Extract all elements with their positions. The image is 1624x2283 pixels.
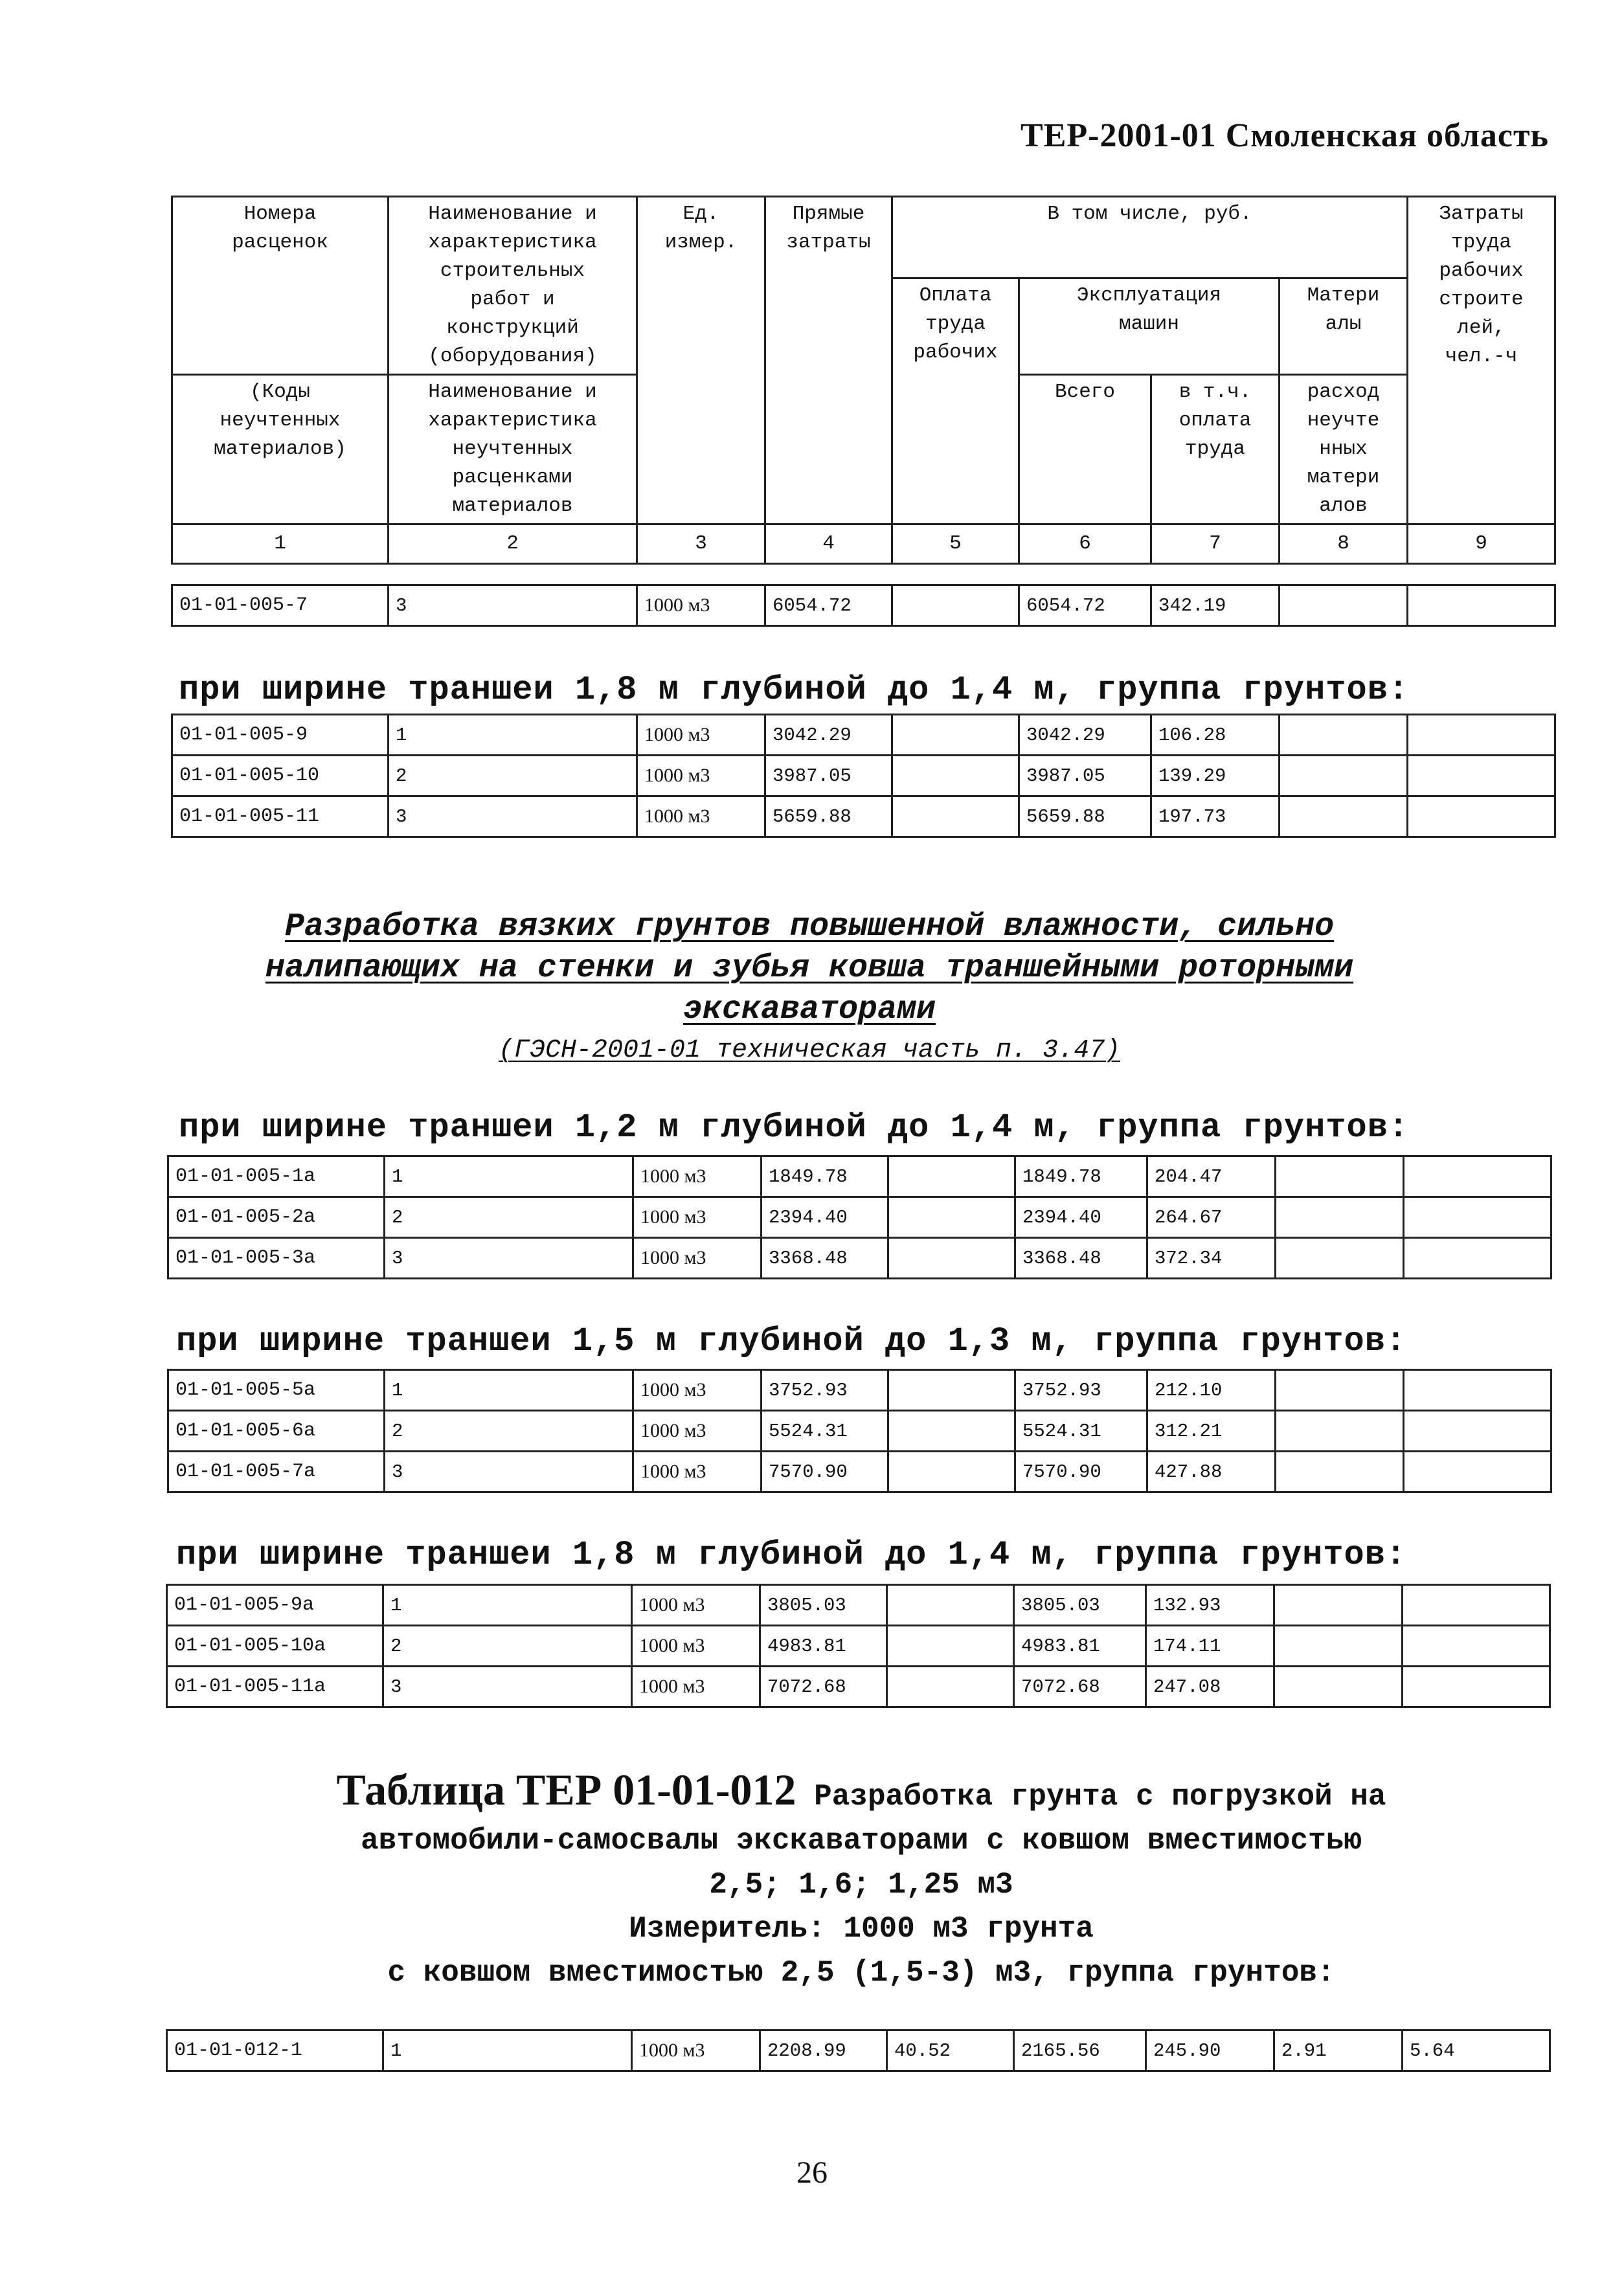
header-material-names: Наименование и характеристика неучтенных расценками материалов [389, 375, 637, 524]
cell-machine-labor: 106.28 [1151, 715, 1280, 756]
cell-unit: 1000 м3 [632, 1585, 760, 1626]
section-reference-text: (ГЭСН-2001-01 техническая часть п. 3.47) [498, 1036, 1121, 1065]
table-row [172, 756, 1555, 796]
table-012-title-line-3: 2,5; 1,6; 1,25 м3 [709, 1868, 1013, 1902]
cell-unit: 1000 м3 [632, 1667, 760, 1707]
cell-unit: 1000 м3 [637, 585, 765, 626]
cell-machine: 7570.90 [1015, 1452, 1147, 1492]
cell-unit: 1000 м3 [637, 796, 765, 837]
cell-labor [892, 715, 1019, 756]
cell-machine: 3042.29 [1019, 715, 1151, 756]
group-label-3: при ширине траншеи 1,5 м глубиной до 1,3 м, группа грунтов: [176, 1322, 1407, 1360]
rates-table-3 [167, 1155, 1552, 1279]
cell-code: 01-01-005-3а [168, 1238, 385, 1279]
cell-machine-labor: 204.47 [1147, 1156, 1276, 1197]
table-row [168, 1370, 1551, 1411]
cell-machine-labor: 132.93 [1146, 1585, 1274, 1626]
header-labor-hours: Затраты труда рабочих строите лей, чел.-ч [1408, 197, 1555, 524]
cell-hours [1408, 796, 1555, 837]
cell-unit: 1000 м3 [633, 1197, 761, 1238]
cell-hours [1403, 1626, 1550, 1667]
cell-direct: 3805.03 [760, 1585, 887, 1626]
cell-unit: 1000 м3 [633, 1156, 761, 1197]
cell-direct: 3042.29 [765, 715, 892, 756]
table-row [167, 2030, 1550, 2071]
cell-machine-labor: 247.08 [1146, 1667, 1274, 1707]
cell-machine: 1849.78 [1015, 1156, 1147, 1197]
cell-machine: 4983.81 [1014, 1626, 1146, 1667]
cell-name: 2 [383, 1626, 632, 1667]
cell-code: 01-01-005-7а [168, 1452, 385, 1492]
cell-name: 3 [383, 1667, 632, 1707]
cell-labor: 40.52 [887, 2030, 1014, 2071]
cell-code: 01-01-005-2а [168, 1197, 385, 1238]
cell-labor [888, 1411, 1015, 1452]
table-012-title-prefix: Таблица ТЕР 01-01-012 [336, 1765, 796, 1814]
cell-hours [1404, 1197, 1551, 1238]
cell-machine-labor: 197.73 [1151, 796, 1280, 837]
cell-machine-labor: 312.21 [1147, 1411, 1276, 1452]
column-number: 4 [765, 524, 892, 564]
header-materials: Матери алы [1280, 278, 1408, 375]
cell-labor [888, 1238, 1015, 1279]
group-label-4: при ширине траншеи 1,8 м глубиной до 1,4 м, группа грунтов: [176, 1536, 1407, 1574]
table-row [168, 1238, 1551, 1279]
table-row [168, 1411, 1551, 1452]
cell-machine: 6054.72 [1019, 585, 1151, 626]
cell-hours [1408, 715, 1555, 756]
cell-name: 1 [385, 1156, 633, 1197]
column-number: 5 [892, 524, 1019, 564]
cell-labor [887, 1585, 1014, 1626]
cell-materials: 2.91 [1274, 2030, 1403, 2071]
header-unit: Ед. измер. [637, 197, 765, 524]
cell-machine: 7072.68 [1014, 1667, 1146, 1707]
cell-name: 1 [383, 2030, 632, 2071]
cell-unit: 1000 м3 [633, 1370, 761, 1411]
cell-machine-labor: 427.88 [1147, 1452, 1276, 1492]
cell-materials [1280, 715, 1408, 756]
cell-materials [1276, 1156, 1404, 1197]
header-rate-numbers: Номера расценок [172, 197, 389, 375]
cell-direct: 2208.99 [760, 2030, 887, 2071]
table-012-group-label: с ковшом вместимостью 2,5 (1,5-3) м3, группа грунтов: [387, 1956, 1335, 1990]
cell-machine: 3368.48 [1015, 1238, 1147, 1279]
cell-machine: 2165.56 [1014, 2030, 1146, 2071]
cell-materials [1274, 1585, 1403, 1626]
cell-materials [1276, 1452, 1404, 1492]
table-row [167, 1585, 1550, 1626]
cell-machine-labor: 139.29 [1151, 756, 1280, 796]
cell-labor [887, 1667, 1014, 1707]
cell-code: 01-01-005-11 [172, 796, 389, 837]
header-machine-total: Всего [1019, 375, 1151, 524]
cell-materials [1276, 1370, 1404, 1411]
cell-labor [888, 1452, 1015, 1492]
cell-direct: 1849.78 [761, 1156, 888, 1197]
cell-materials [1280, 796, 1408, 837]
cell-machine-labor: 245.90 [1146, 2030, 1274, 2071]
table-012-title-line-2: автомобили-самосвалы экскаваторами с ковшом вместимостью [361, 1824, 1362, 1858]
section-title-line-1: Разработка вязких грунтов повышенной влажности, сильно [284, 908, 1335, 945]
cell-hours [1404, 1238, 1551, 1279]
cell-hours [1408, 756, 1555, 796]
cell-unit: 1000 м3 [637, 715, 765, 756]
cell-direct: 7570.90 [761, 1452, 888, 1492]
rates-table-2 [171, 714, 1556, 838]
table-012-title [168, 1765, 1554, 1995]
cell-name: 2 [385, 1411, 633, 1452]
table-row [172, 585, 1555, 626]
cell-hours [1404, 1370, 1551, 1411]
cell-code: 01-01-005-10 [172, 756, 389, 796]
cell-unit: 1000 м3 [632, 1626, 760, 1667]
cell-direct: 7072.68 [760, 1667, 887, 1707]
cell-name: 2 [389, 756, 637, 796]
cell-direct: 5659.88 [765, 796, 892, 837]
cell-unit: 1000 м3 [633, 1452, 761, 1492]
rates-table-5 [166, 1584, 1551, 1708]
cell-code: 01-01-005-10а [167, 1626, 383, 1667]
cell-code: 01-01-005-1а [168, 1156, 385, 1197]
cell-name: 3 [389, 796, 637, 837]
cell-name: 2 [385, 1197, 633, 1238]
cell-materials [1276, 1238, 1404, 1279]
cell-machine-labor: 342.19 [1151, 585, 1280, 626]
cell-hours [1403, 1667, 1550, 1707]
cell-hours: 5.64 [1403, 2030, 1550, 2071]
cell-materials [1280, 585, 1408, 626]
cell-name: 1 [385, 1370, 633, 1411]
table-row [172, 715, 1555, 756]
cell-name: 3 [389, 585, 637, 626]
cell-labor [887, 1626, 1014, 1667]
cell-materials [1274, 1626, 1403, 1667]
table-row [168, 1452, 1551, 1492]
cell-machine: 3805.03 [1014, 1585, 1146, 1626]
cell-machine: 5524.31 [1015, 1411, 1147, 1452]
cell-code: 01-01-005-7 [172, 585, 389, 626]
page-number: 26 [796, 2155, 828, 2190]
column-header-table [171, 196, 1556, 565]
cell-labor [888, 1370, 1015, 1411]
cell-machine: 5659.88 [1019, 796, 1151, 837]
column-number: 6 [1019, 524, 1151, 564]
cell-name: 3 [385, 1452, 633, 1492]
rates-table-4 [167, 1369, 1552, 1493]
table-012-measure: Измеритель: 1000 м3 грунта [629, 1912, 1094, 1946]
column-number: 7 [1151, 524, 1280, 564]
cell-machine: 2394.40 [1015, 1197, 1147, 1238]
cell-machine-labor: 372.34 [1147, 1238, 1276, 1279]
header-machine-group: Эксплуатация машин [1019, 278, 1280, 375]
cell-hours [1404, 1411, 1551, 1452]
cell-direct: 3368.48 [761, 1238, 888, 1279]
section-reference [194, 1036, 1425, 1065]
cell-machine: 3987.05 [1019, 756, 1151, 796]
cell-labor [892, 756, 1019, 796]
cell-hours [1403, 1585, 1550, 1626]
cell-direct: 5524.31 [761, 1411, 888, 1452]
cell-machine-labor: 212.10 [1147, 1370, 1276, 1411]
group-label-1: при ширине траншеи 1,8 м глубиной до 1,4 м, группа грунтов: [179, 671, 1410, 709]
table-row [168, 1197, 1551, 1238]
cell-direct: 4983.81 [760, 1626, 887, 1667]
rates-table-6 [166, 2029, 1551, 2072]
cell-name: 3 [385, 1238, 633, 1279]
cell-name: 1 [389, 715, 637, 756]
cell-hours [1408, 585, 1555, 626]
cell-materials [1274, 1667, 1403, 1707]
cell-unit: 1000 м3 [633, 1238, 761, 1279]
cell-machine-labor: 264.67 [1147, 1197, 1276, 1238]
cell-labor [888, 1156, 1015, 1197]
cell-code: 01-01-005-6а [168, 1411, 385, 1452]
cell-machine: 3752.93 [1015, 1370, 1147, 1411]
table-row [167, 1626, 1550, 1667]
cell-materials [1276, 1411, 1404, 1452]
table-row [167, 1667, 1550, 1707]
cell-direct: 2394.40 [761, 1197, 888, 1238]
header-labor-wages: Оплата труда рабочих [892, 278, 1019, 524]
cell-labor [888, 1197, 1015, 1238]
section-title [194, 906, 1425, 1031]
cell-hours [1404, 1452, 1551, 1492]
cell-unit: 1000 м3 [632, 2030, 760, 2071]
column-number: 8 [1280, 524, 1408, 564]
table-row [172, 796, 1555, 837]
cell-hours [1404, 1156, 1551, 1197]
cell-materials [1276, 1197, 1404, 1238]
cell-code: 01-01-005-9 [172, 715, 389, 756]
section-title-line-3: экскаваторами [682, 991, 936, 1028]
cell-direct: 6054.72 [765, 585, 892, 626]
cell-code: 01-01-005-5а [168, 1370, 385, 1411]
column-number: 3 [637, 524, 765, 564]
cell-unit: 1000 м3 [633, 1411, 761, 1452]
cell-code: 01-01-005-11а [167, 1667, 383, 1707]
cell-code: 01-01-012-1 [167, 2030, 383, 2071]
header-material-consumption: расход неучте нных матери алов [1280, 375, 1408, 524]
table-row [168, 1156, 1551, 1197]
rates-table-1 [171, 584, 1556, 627]
section-title-line-2: налипающих на стенки и зубья ковша траншейными роторными [265, 950, 1354, 987]
header-including-group: В том числе, руб. [892, 197, 1408, 278]
cell-direct: 3752.93 [761, 1370, 888, 1411]
cell-code: 01-01-005-9а [167, 1585, 383, 1626]
column-number: 2 [389, 524, 637, 564]
cell-labor [892, 585, 1019, 626]
header-machine-labor: в т.ч. оплата труда [1151, 375, 1280, 524]
cell-unit: 1000 м3 [637, 756, 765, 796]
column-number: 1 [172, 524, 389, 564]
document-header-title: ТЕР-2001-01 Смоленская область [1021, 117, 1549, 154]
header-material-codes: (Коды неучтенных материалов) [172, 375, 389, 524]
cell-machine-labor: 174.11 [1146, 1626, 1274, 1667]
cell-materials [1280, 756, 1408, 796]
cell-name: 1 [383, 1585, 632, 1626]
table-012-title-line-1: Разработка грунта с погрузкой на [796, 1780, 1386, 1814]
cell-labor [892, 796, 1019, 837]
header-work-name: Наименование и характеристика строительных работ и конструкций (оборудования) [389, 197, 637, 375]
column-number: 9 [1408, 524, 1555, 564]
group-label-2: при ширине траншеи 1,2 м глубиной до 1,4 м, группа грунтов: [179, 1108, 1410, 1147]
cell-direct: 3987.05 [765, 756, 892, 796]
header-direct-costs: Прямые затраты [765, 197, 892, 524]
